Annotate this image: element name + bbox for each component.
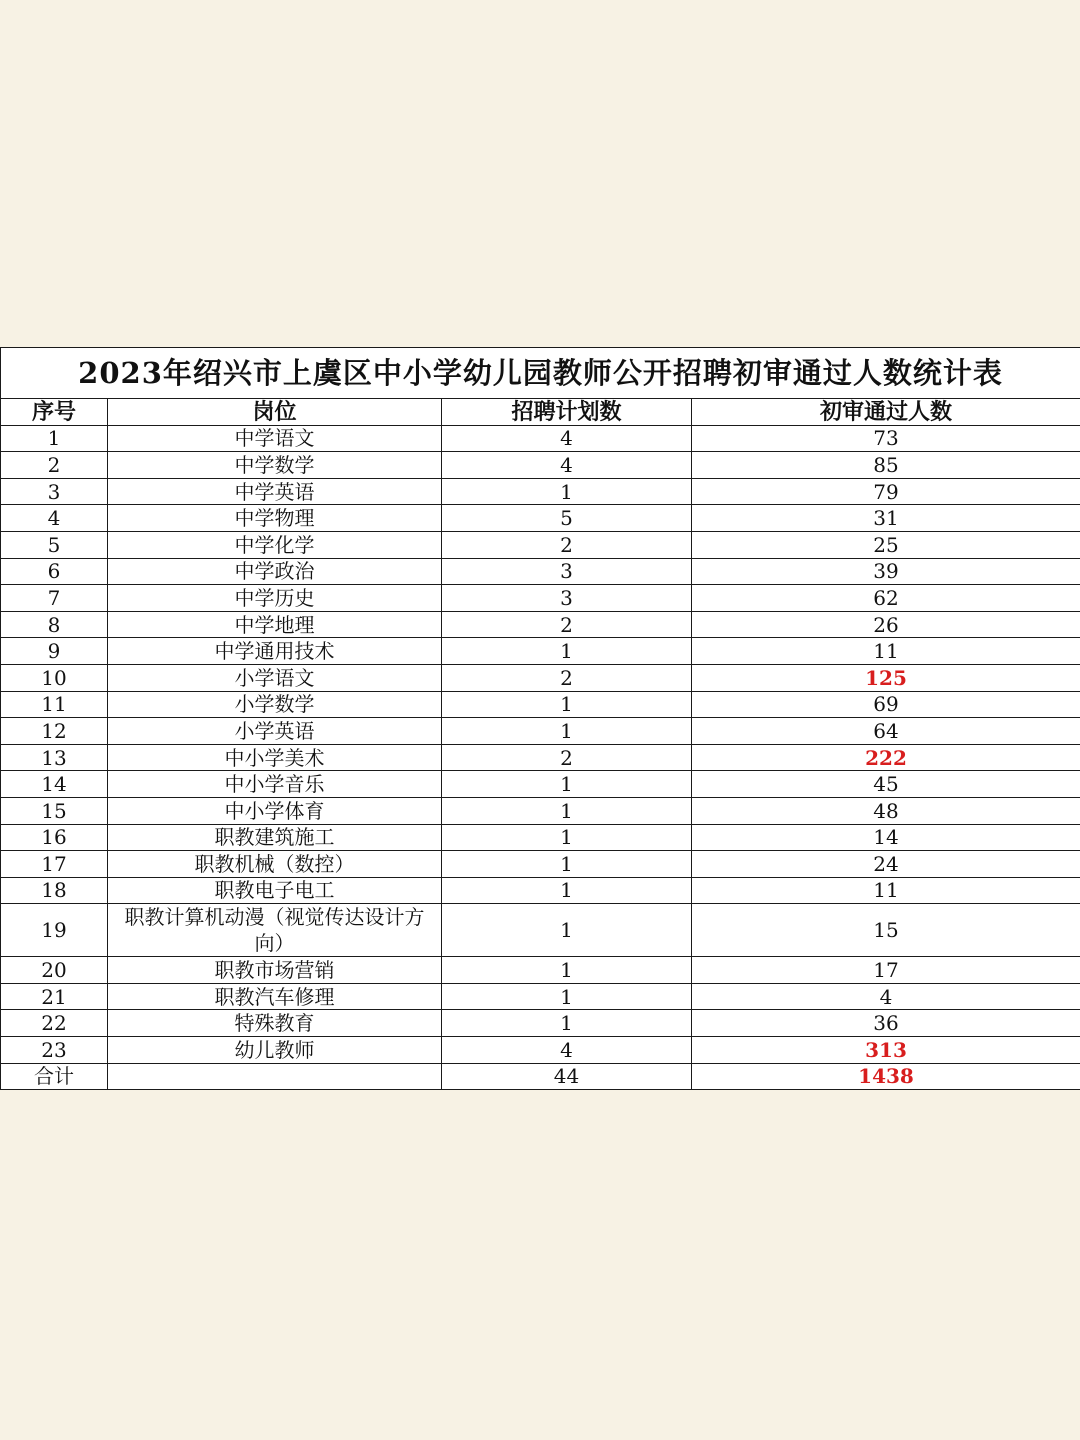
table-row [1,585,1080,612]
total-plan: 44 [442,1063,692,1090]
table-row [1,877,1080,904]
total-label: 合计 [1,1063,108,1090]
cell-position: 中小学体育 [108,797,442,824]
table-row [1,638,1080,665]
cell-index: 21 [1,983,108,1010]
cell-plan: 1 [442,824,692,851]
cell-passed: 24 [692,851,1080,878]
cell-passed: 11 [692,877,1080,904]
table-row [1,824,1080,851]
table-row [1,957,1080,984]
cell-index: 18 [1,877,108,904]
cell-position: 小学数学 [108,691,442,718]
cell-position: 中学通用技术 [108,638,442,665]
cell-passed-highlight: 125 [692,664,1080,691]
table-title: 2023年绍兴市上虞区中小学幼儿园教师公开招聘初审通过人数统计表 [1,348,1080,399]
header-position: 岗位 [108,399,442,426]
table-row [1,478,1080,505]
cell-position: 职教机械（数控） [108,851,442,878]
cell-index: 4 [1,505,108,532]
cell-index: 5 [1,531,108,558]
cell-index: 2 [1,452,108,479]
table-row [1,452,1080,479]
cell-plan: 2 [442,744,692,771]
cell-passed: 73 [692,425,1080,452]
cell-position: 中学历史 [108,585,442,612]
header-passed: 初审通过人数 [692,399,1080,426]
cell-index: 13 [1,744,108,771]
cell-passed: 48 [692,797,1080,824]
cell-passed: 17 [692,957,1080,984]
cell-position: 中学数学 [108,452,442,479]
table-row [1,904,1080,957]
cell-index: 15 [1,797,108,824]
cell-plan: 1 [442,478,692,505]
cell-position: 幼儿教师 [108,1037,442,1064]
cell-position: 中学化学 [108,531,442,558]
cell-plan: 4 [442,425,692,452]
cell-plan: 2 [442,664,692,691]
table-row [1,1037,1080,1064]
cell-plan: 5 [442,505,692,532]
cell-position: 中小学音乐 [108,771,442,798]
cell-position: 中学政治 [108,558,442,585]
cell-plan: 3 [442,585,692,612]
cell-passed: 26 [692,611,1080,638]
cell-position: 中学英语 [108,478,442,505]
cell-passed: 85 [692,452,1080,479]
header-plan: 招聘计划数 [442,399,692,426]
cell-passed: 31 [692,505,1080,532]
cell-index: 23 [1,1037,108,1064]
cell-passed: 11 [692,638,1080,665]
statistics-sheet [0,347,1080,1090]
cell-plan: 1 [442,983,692,1010]
cell-index: 11 [1,691,108,718]
cell-plan: 1 [442,638,692,665]
cell-index: 22 [1,1010,108,1037]
table-row [1,531,1080,558]
cell-passed: 79 [692,478,1080,505]
table-row [1,851,1080,878]
header-index: 序号 [1,399,108,426]
cell-plan: 1 [442,771,692,798]
cell-plan: 1 [442,1010,692,1037]
cell-passed: 39 [692,558,1080,585]
cell-index: 9 [1,638,108,665]
cell-position: 小学英语 [108,718,442,745]
cell-passed: 45 [692,771,1080,798]
cell-plan: 4 [442,1037,692,1064]
cell-plan: 2 [442,611,692,638]
cell-passed: 36 [692,1010,1080,1037]
cell-index: 8 [1,611,108,638]
cell-index: 1 [1,425,108,452]
cell-position: 中学语文 [108,425,442,452]
table-row [1,558,1080,585]
cell-position: 职教电子电工 [108,877,442,904]
cell-plan: 1 [442,904,692,957]
cell-index: 6 [1,558,108,585]
statistics-table [0,347,1080,1090]
cell-index: 12 [1,718,108,745]
cell-plan: 3 [442,558,692,585]
cell-position: 职教汽车修理 [108,983,442,1010]
cell-position: 职教计算机动漫（视觉传达设计方向） [108,904,442,957]
header-row [1,399,1080,426]
cell-index: 14 [1,771,108,798]
cell-index: 3 [1,478,108,505]
cell-index: 19 [1,904,108,957]
cell-position: 职教市场营销 [108,957,442,984]
cell-plan: 2 [442,531,692,558]
table-row [1,425,1080,452]
cell-plan: 1 [442,691,692,718]
title-row [1,348,1080,399]
table-row [1,744,1080,771]
cell-position: 中学物理 [108,505,442,532]
cell-passed: 25 [692,531,1080,558]
cell-index: 10 [1,664,108,691]
cell-passed-highlight: 222 [692,744,1080,771]
cell-index: 16 [1,824,108,851]
cell-passed: 64 [692,718,1080,745]
cell-index: 17 [1,851,108,878]
table-row [1,691,1080,718]
cell-position: 中小学美术 [108,744,442,771]
cell-plan: 1 [442,957,692,984]
cell-index: 7 [1,585,108,612]
table-row [1,983,1080,1010]
cell-passed: 14 [692,824,1080,851]
cell-passed-highlight: 313 [692,1037,1080,1064]
cell-position: 职教建筑施工 [108,824,442,851]
table-row [1,797,1080,824]
table-row [1,664,1080,691]
cell-position: 小学语文 [108,664,442,691]
table-body [1,425,1080,1090]
cell-plan: 1 [442,718,692,745]
cell-passed: 62 [692,585,1080,612]
cell-passed: 15 [692,904,1080,957]
table-row [1,718,1080,745]
cell-index: 20 [1,957,108,984]
table-row [1,1010,1080,1037]
total-passed: 1438 [692,1063,1080,1090]
total-position [108,1063,442,1090]
cell-plan: 1 [442,797,692,824]
table-row [1,771,1080,798]
cell-plan: 4 [442,452,692,479]
total-row [1,1063,1080,1090]
cell-plan: 1 [442,877,692,904]
cell-passed: 69 [692,691,1080,718]
table-row [1,505,1080,532]
cell-position: 特殊教育 [108,1010,442,1037]
table-row [1,611,1080,638]
cell-plan: 1 [442,851,692,878]
cell-passed: 4 [692,983,1080,1010]
cell-position: 中学地理 [108,611,442,638]
